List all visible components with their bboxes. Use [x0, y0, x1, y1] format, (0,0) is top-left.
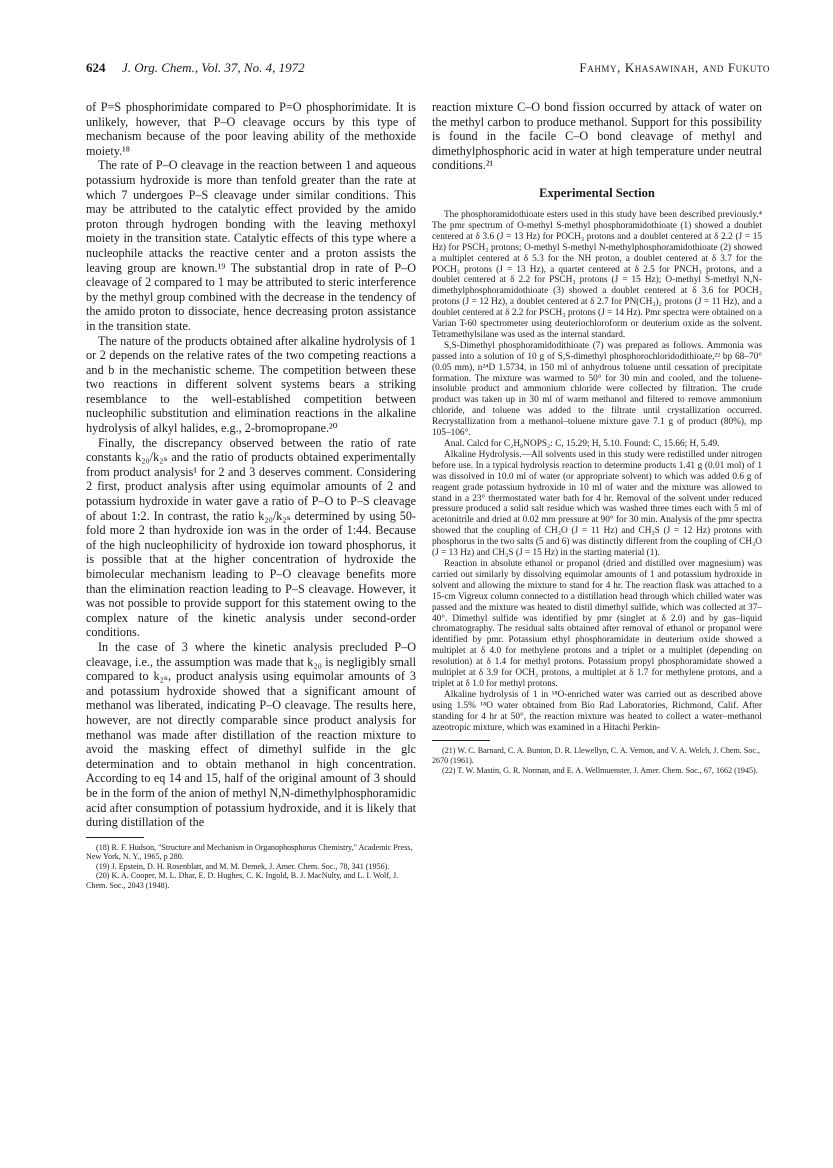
left-footnotes	[86, 843, 416, 891]
paragraph: The nature of the products obtained after alkaline hydrolysis of 1 or 2 depends on the relative rates of the two competing reactions a and b in the mechanistic scheme. The competition between these two reactions in different solvent systems bears a striking resemblance to the well-established competition between nucleophilic substitution and elimination reactions in the alkaline hydrolysis of alkyl halides, e.g., 2-bromopropane.²⁰	[86, 333, 416, 436]
journal-citation: J. Org. Chem., Vol. 37, No. 4, 1972	[122, 60, 305, 75]
footnote-divider	[432, 740, 490, 741]
footnote: (18) R. F. Hudson, "Structure and Mechanism in Organophosphorus Chemistry," Academic Press, New York, N. Y., 1965, p 280.	[86, 842, 413, 862]
right-footnotes	[432, 746, 762, 775]
footnote: (21) W. C. Barnard, C. A. Bunton, D. R. Llewellyn, C. A. Vernon, and V. A. Welch, J. Chem. Soc., 2670 (1961).	[432, 746, 760, 766]
paragraph: S,S-Dimethyl phosphoramidodithioate (7) was prepared as follows. Ammonia was passed into a solution of 10 g of S,S-dimethyl phosphorochloridodithioate,²² bp 68–70° (0.05 mm), n²⁴D 1.5734, in 150 ml of anhydrous toluene until cessation of precipitate formation. The mixture was warmed to 50° for 30 min and cooled, and the toluene-insoluble product and ammonium chloride were collected by filtration. The crude product was taken up in 30 ml of warm methanol and filtered to remove ammonium chloride, and toluene was added to the filtrate until crystallization occurred. Recrystallization from a methanol–toluene mixture gave 7.1 g of product (80%), mp 105–106°.	[432, 340, 762, 439]
left-body-text	[86, 100, 416, 830]
paragraph: Anal. Calcd for C₂H₈NOPS₂: C, 15.29; H, 5.10. Found: C, 15.66; H, 5.49.	[444, 439, 720, 449]
left-column	[86, 100, 416, 891]
paragraph: of P=S phosphorimidate compared to P=O phosphorimidate. It is unlikely, however, that P–O cleavage occurs by this type of mechanism because of the poor leaving ability of the methoxide moiety.¹⁸	[86, 100, 416, 158]
paragraph: The phosphoramidothioate esters used in this study have been described previously.⁴ The pmr spectrum of O-methyl S-methyl phosphoramidothioate (1) showed a doublet centered at δ 3.6 (J = 13 Hz) for POCH₃ protons and a doublet centered at δ 2.2 (J = 15 Hz) for PSCH₃ protons; O-methyl S-methyl N-methylphosphoramidothioate (2) showed a multiplet centered at δ 5.3 for the NH proton, a doublet centered at δ 3.7 for the POCH₃ protons (J = 13 Hz), a quartet centered at δ 2.5 for PNCH₃ protons, and a doublet centered at δ 2.2 for PSCH₃ protons (J = 15 Hz); O-methyl S-methyl N,N-dimethylphosphoramidothioate (3) showed a doublet centered at δ 3.6 for POCH₃ protons (J = 12 Hz), a doublet centered at δ 2.7 for PN(CH₃)₂ protons (J = 11 Hz), and a doublet centered at δ 2.2 for PSCH₃ protons (J = 14 Hz). Pmr spectra were obtained on a Varian T-60 spectrometer using deuteriochloroform or deuterium oxide as the solvent. Tetramethylsilane was used as the internal standard.	[432, 209, 762, 340]
section-heading: Experimental Section	[539, 185, 655, 200]
footnote: (20) K. A. Cooper, M. L. Dhar, E. D. Hughes, C. K. Ingold, B. J. MacNulty, and L. I. Wolf, J. Chem. Soc., 2043 (1948).	[86, 871, 399, 891]
paragraph: reaction mixture C–O bond fission occurred by attack of water on the methyl carbon to produce methanol. Support for this possibility is found in the facile C–O bond cleavage of methyl and dimethylphosphoric acid in water at high temperature under neutral conditions.²¹	[432, 100, 762, 173]
experimental-text	[432, 210, 762, 734]
page-number: 624	[86, 60, 106, 75]
author-names: Fahmy, Khasawinah, and Fukuto	[579, 60, 770, 75]
footnote: (19) J. Epstein, D. H. Rosenblatt, and M. M. Demek, J. Amer. Chem. Soc., 78, 341 (1956).	[96, 861, 390, 871]
paragraph: The rate of P–O cleavage in the reaction between 1 and aqueous potassium hydroxide is more than tenfold greater than the rate at which 7 undergoes P–S cleavage under similar conditions. This may be attributed to the catalytic effect provided by the amido proton through hydrogen bonding with the leaving methoxyl moiety in the transition state. Catalytic effects of this type where a nucleophile attacks the reactive center and a proton assists the leaving group are known.¹⁹ The substantial drop in rate of P–O cleavage of 2 compared to 1 may be attributed to steric interference by the methyl group combined with the decrease in the tendency of the amido proton to dissociate, hence decreasing proton assistance in the transition state.	[86, 158, 416, 333]
paragraph: Reaction in absolute ethanol or propanol (dried and distilled over magnesium) was carried out similarly by dissolving equimolar amounts of 1 and potassium hydroxide in solvent and allowing the mixture to stand for 4 hr. The reaction flask was attached to a 15-cm Vigreux column connected to a distillation head through which chilled water was passed and the mixture was heated to distil dimethyl sulfide, which was collected at 37–40°. Dimethyl sulfide was identified by pmr (singlet at δ 2.0) and by gas–liquid chromatography. The residual salts obtained after removal of ethanol or propanol were identified by pmr. Potassium ethyl phosphoramidate in deuterium oxide showed a multiplet at δ 4.0 for methylene protons and a triplet or a multiplet (depending on resolution) at δ 1.4 for methyl protons. Potassium propyl phosphoramidate showed a multiplet at δ 3.9 for OCH₂ protons, a multiplet at δ 1.7 for methylene protons, and a triplet at δ 1.0 for methyl protons.	[432, 558, 762, 689]
right-column	[432, 100, 762, 775]
footnote-divider	[86, 837, 144, 838]
paragraph: Alkaline hydrolysis of 1 in ¹⁸O-enriched water was carried out as described above using 1.5% ¹⁸O water obtained from Bio Rad Laboratories, Richmond, Calif. After standing for 4 hr at 50°, the reaction mixture was heated to collect a water–methanol azeotropic mixture, which was examined in a Hitachi Perkin-	[432, 689, 762, 733]
footnote: (22) T. W. Mastin, G. R. Norman, and E. A. Wellmuenster, J. Amer. Chem. Soc., 67, 1662 (1945).	[442, 765, 758, 775]
running-header	[86, 60, 770, 80]
paragraph: Alkaline Hydrolysis.—All solvents used in this study were redistilled under nitrogen before use. In a typical hydrolysis reaction to determine products 1.41 g (0.01 mol) of 1 was dissolved in 10.0 ml of water (or appropriate solvent) to which was added 0.6 g of reagent grade potassium hydroxide in 10 ml of water and the mixture was allowed to stand in a 23° thermostated water bath for 4 hr. Removal of the solvent under reduced pressure produced a solid salt residue which was washed three times each with 5 ml of acetonitrile and dried at 0.02 mm pressure at 90° for 30 min. Analysis of the pmr spectra showed that the coupling of CH₃O (J = 11 Hz) and CH₃S (J = 12 Hz) protons with phosphorus in the two salts (5 and 6) was distinctly different from the coupling of CH₃O (J = 13 Hz) and CH₃S (J = 15 Hz) in the starting material (1).	[432, 449, 762, 559]
paragraph: Finally, the discrepancy observed between the ratio of rate constants k₂₀/k₂ₛ and the ratio of products obtained experimentally from product analysis¹ for 2 and 3 deserves comment. Considering 2 first, product analysis after using equimolar amounts of 2 and potassium hydroxide in water gave a ratio of P–O to P–S cleavage of about 1:2. In contrast, the ratio k₂₀/k₂ₛ determined by using 50-fold more 2 than hydroxide ion was in the order of 1:44. Because of the high nucleophilicity of hydroxide ion toward phosphorus, it is possible that at the higher concentration of hydroxide the bimolecular mechanism leading to P–O cleavage benefits more than the elimination reaction leading to P–S cleavage. However, it was not possible to provide support for this statement owing to the complex nature of the kinetic analysis under second-order conditions.	[86, 435, 416, 640]
paragraph: In the case of 3 where the kinetic analysis precluded P–O cleavage, i.e., the assumption was made that k₂₀ is negligibly small compared to k₂ₛ, product analysis using equimolar amounts of 3 and potassium hydroxide showed that a significant amount of methanol was liberated, indicating P–O cleavage. The results here, however, are not directly comparable since product analysis for methanol was made after distillation of the reaction mixture to avoid the masking effect of dimethyl sulfide in the glc determination and to obtain methanol in high concentration. According to eq 14 and 15, half of the original amount of 3 should be in the form of the anion of methyl N,N-dimethylphosphoramidic acid after consumption of potassium hydroxide, and it is likely that during distillation of the	[86, 639, 416, 830]
